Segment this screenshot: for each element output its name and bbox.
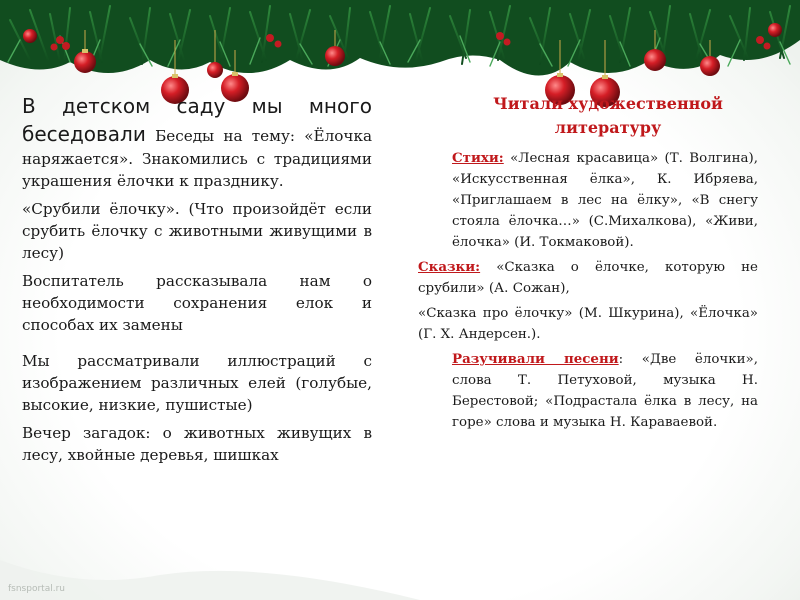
tales-paragraph: [418, 257, 758, 299]
left-paragraph-5: Вечер загадок: о животных живущих в лесу, хвойные деревья, шишках: [22, 424, 372, 464]
songs-label: Разучивали песени: [452, 351, 619, 367]
lead-rest-text: Беседы на тему: «Ёлочка наряжается». Знакомились с традициями украшения ёлочки к празднику.: [22, 127, 373, 190]
left-paragraph-3: Воспитатель рассказывала нам о необходимости сохранения елок и способах их замены: [22, 272, 372, 334]
lead-text: В детском саду мы много беседовали: [22, 94, 372, 146]
poems-label: Стихи:: [452, 150, 504, 166]
right-column: [418, 92, 758, 437]
tales-paragraph-2: «Сказка про ёлочку» (М. Шкурина), «Ёлочка» (Г. Х. Андерсен.).: [418, 306, 758, 342]
poems-text: «Лесная красавица» (Т. Волгина), «Искусственная ёлка», К. Ибряева, «Приглашаем в лес на ёлку», «В снегу стояла ёлочка…» (С.Михалкова), «Живи, ёлочка» (И. Токмаковой).: [452, 151, 758, 250]
tales-label: Сказки:: [418, 259, 481, 275]
reading-title: Читали художественной литературу: [493, 94, 723, 137]
watermark: fsnsportal.ru: [8, 584, 65, 594]
songs-text: : «Две ёлочки», слова Т. Петуховой, музыка Н. Берестовой; «Подрастала ёлка в лесу, на горе» слова и музыка Н. Караваевой.: [452, 352, 758, 430]
left-column: [22, 92, 372, 472]
songs-paragraph: [418, 349, 758, 433]
left-paragraph-4: Мы рассматривали иллюстраций с изображением различных елей (голубые, высокие, низкие, пушистые): [22, 352, 372, 414]
left-paragraph-1: [22, 92, 372, 192]
left-paragraph-2: «Срубили ёлочку». (Что произойдёт если срубить ёлочку с животными живущими в лесу): [22, 200, 372, 262]
tales-text: «Сказка о ёлочке, которую не срубили» (А. Сожан),: [418, 260, 758, 296]
poems-paragraph: [418, 148, 758, 253]
